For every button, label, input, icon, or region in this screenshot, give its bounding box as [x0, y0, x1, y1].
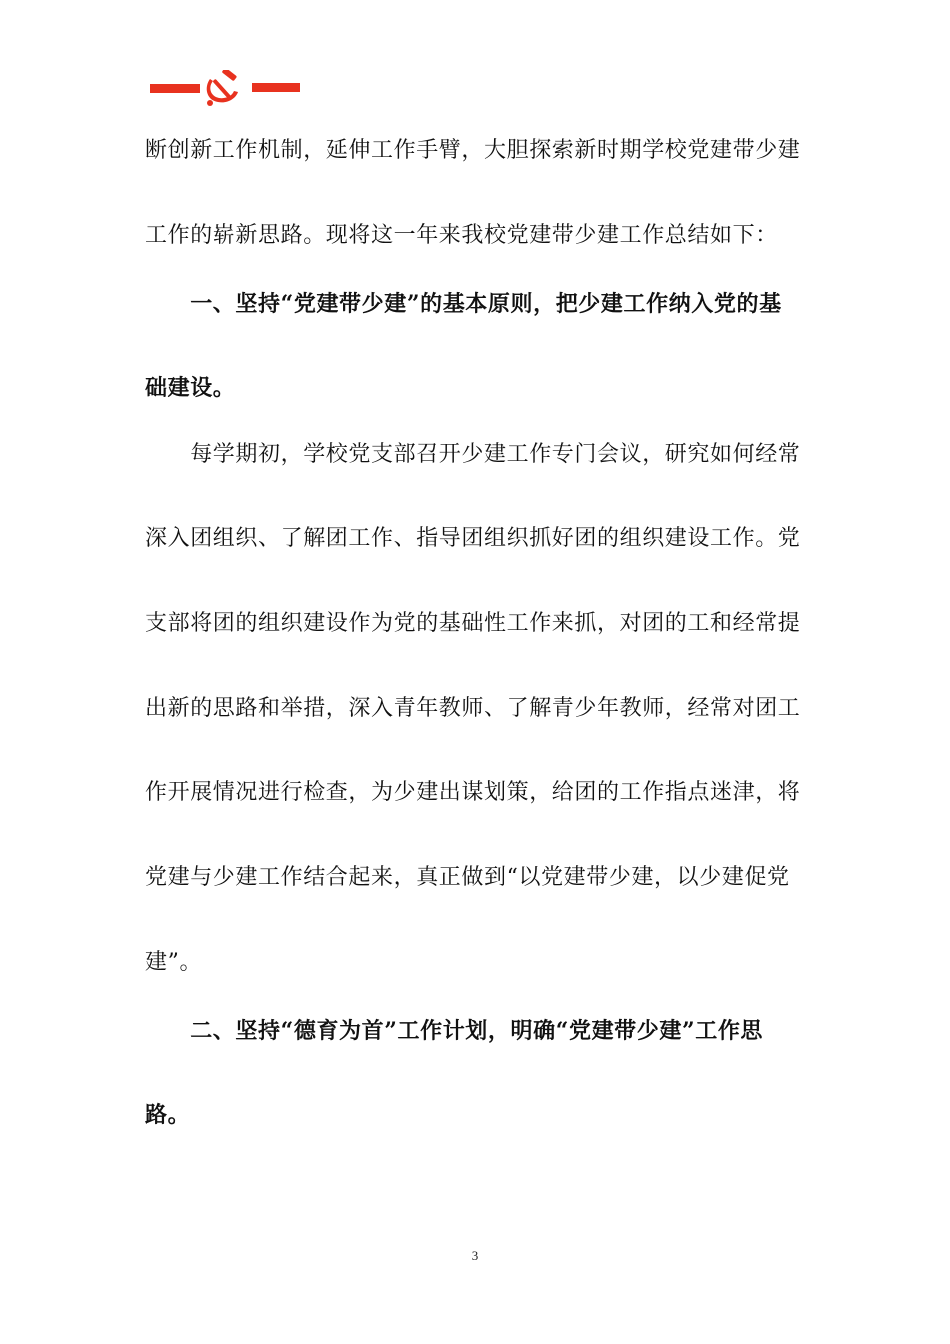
body-line: 断创新工作机制，延伸工作手臂，大胆探索新时期学校党建带少建 [145, 138, 801, 163]
section-heading-line: 二、坚持“德育为首”工作计划，明确“党建带少建”工作思 [145, 1018, 764, 1044]
body-line: 出新的思路和举措，深入青年教师、了解青少年教师，经常对团工 [145, 696, 801, 721]
body-line: 党建与少建工作结合起来，真正做到“以党建带少建，以少建促党 [145, 865, 790, 890]
body-line: 深入团组织、了解团工作、指导团组织抓好团的组织建设工作。党 [145, 526, 801, 551]
section-heading-line: 础建设。 [145, 375, 236, 401]
body-line: 作开展情况进行检查，为少建出谋划策，给团的工作指点迷津，将 [145, 780, 801, 805]
body-line: 建”。 [145, 950, 203, 975]
party-emblem-icon [148, 70, 304, 108]
body-line: 每学期初，学校党支部召开少建工作专门会议，研究如何经常 [145, 442, 801, 467]
emblem-right-bar [252, 83, 300, 92]
section-heading-line: 路。 [145, 1102, 191, 1128]
emblem-left-bar [150, 84, 200, 93]
hammer-sickle-icon [207, 70, 238, 106]
section-heading-line: 一、坚持“党建带少建”的基本原则，把少建工作纳入党的基 [145, 291, 782, 317]
page-number: 3 [471, 1248, 479, 1263]
body-line: 支部将团的组织建设作为党的基础性工作来抓，对团的工和经常提 [145, 611, 801, 636]
body-line: 工作的崭新思路。现将这一年来我校党建带少建工作总结如下： [145, 223, 778, 248]
